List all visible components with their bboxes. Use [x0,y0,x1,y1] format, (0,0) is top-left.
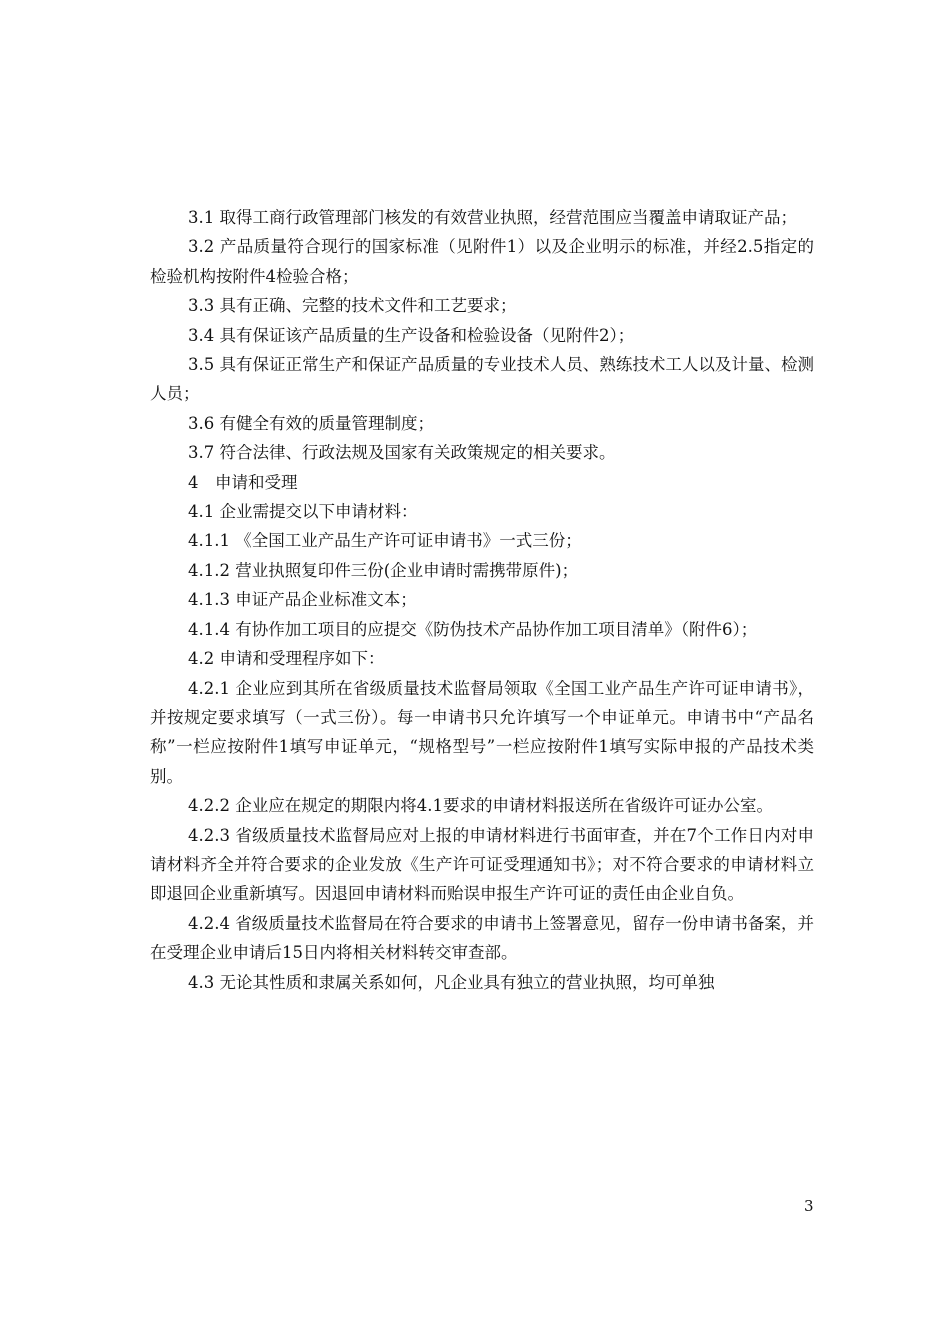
paragraph-3-2: 3.2 产品质量符合现行的国家标准（见附件1）以及企业明示的标准，并经2.5指定的检验机构按附件4检验合格； [150,237,814,286]
paragraph-4-1-1: 4.1.1 《全国工业产品生产许可证申请书》一式三份； [188,531,582,551]
paragraph-4-2: 4.2 申请和受理程序如下： [188,649,385,669]
paragraph-4-1-2: 4.1.2 营业执照复印件三份(企业申请时需携带原件)； [188,560,579,580]
paragraph-4-2-3: 4.2.3 省级质量技术监督局应对上报的申请材料进行书面审查，并在7个工作日内对申请材料齐全并符合要求的企业发放《生产许可证受理通知书》；对不符合要求的申请材料立即退回企业重新填写。因退回申请材料而贻误申报生产许可证的责任由企业自负。 [150,825,814,904]
page-number: 3 [804,1197,814,1215]
paragraph-4-2-4: 4.2.4 省级质量技术监督局在符合要求的申请书上签署意见，留存一份申请书备案，并在受理企业申请后15日内将相关材料转交审查部。 [150,913,814,963]
paragraph-3-6: 3.6 有健全有效的质量管理制度； [188,413,434,433]
document-body [150,203,814,997]
paragraph-4-2-1: 4.2.1 企业应到其所在省级质量技术监督局领取《全国工业产品生产许可证申请书》，并按规定要求填写（一式三份）。每一申请书只允许填写一个申证单元。申请书中“产品名称”一栏应按附件1填写申证单元，“规格型号”一栏应按附件1填写实际申报的产品技术类别。 [150,678,814,786]
paragraph-4-3: 4.3 无论其性质和隶属关系如何，凡企业具有独立的营业执照，均可单独 [188,972,715,992]
paragraph-4-1-4: 4.1.4 有协作加工项目的应提交《防伪技术产品协作加工项目清单》（附件6）； [188,619,758,639]
paragraph-4-2-2: 4.2.2 企业应在规定的期限内将4.1要求的申请材料报送所在省级许可证办公室。 [188,796,773,816]
paragraph-3-7: 3.7 符合法律、行政法规及国家有关政策规定的相关要求。 [188,443,616,463]
paragraph-3-1: 3.1 取得工商行政管理部门核发的有效营业执照，经营范围应当覆盖申请取证产品； [188,208,797,227]
paragraph-3-3: 3.3 具有正确、完整的技术文件和工艺要求； [188,296,517,316]
paragraph-4-1: 4.1 企业需提交以下申请材料： [188,502,418,522]
section-heading-4: 4 申请和受理 [188,472,298,492]
paragraph-4-1-3: 4.1.3 申证产品企业标准文本； [188,590,417,610]
paragraph-3-4: 3.4 具有保证该产品质量的生产设备和检验设备（见附件2）； [188,325,635,345]
paragraph-3-5: 3.5 具有保证正常生产和保证产品质量的专业技术人员、熟练技术工人以及计量、检测人员； [150,355,814,404]
